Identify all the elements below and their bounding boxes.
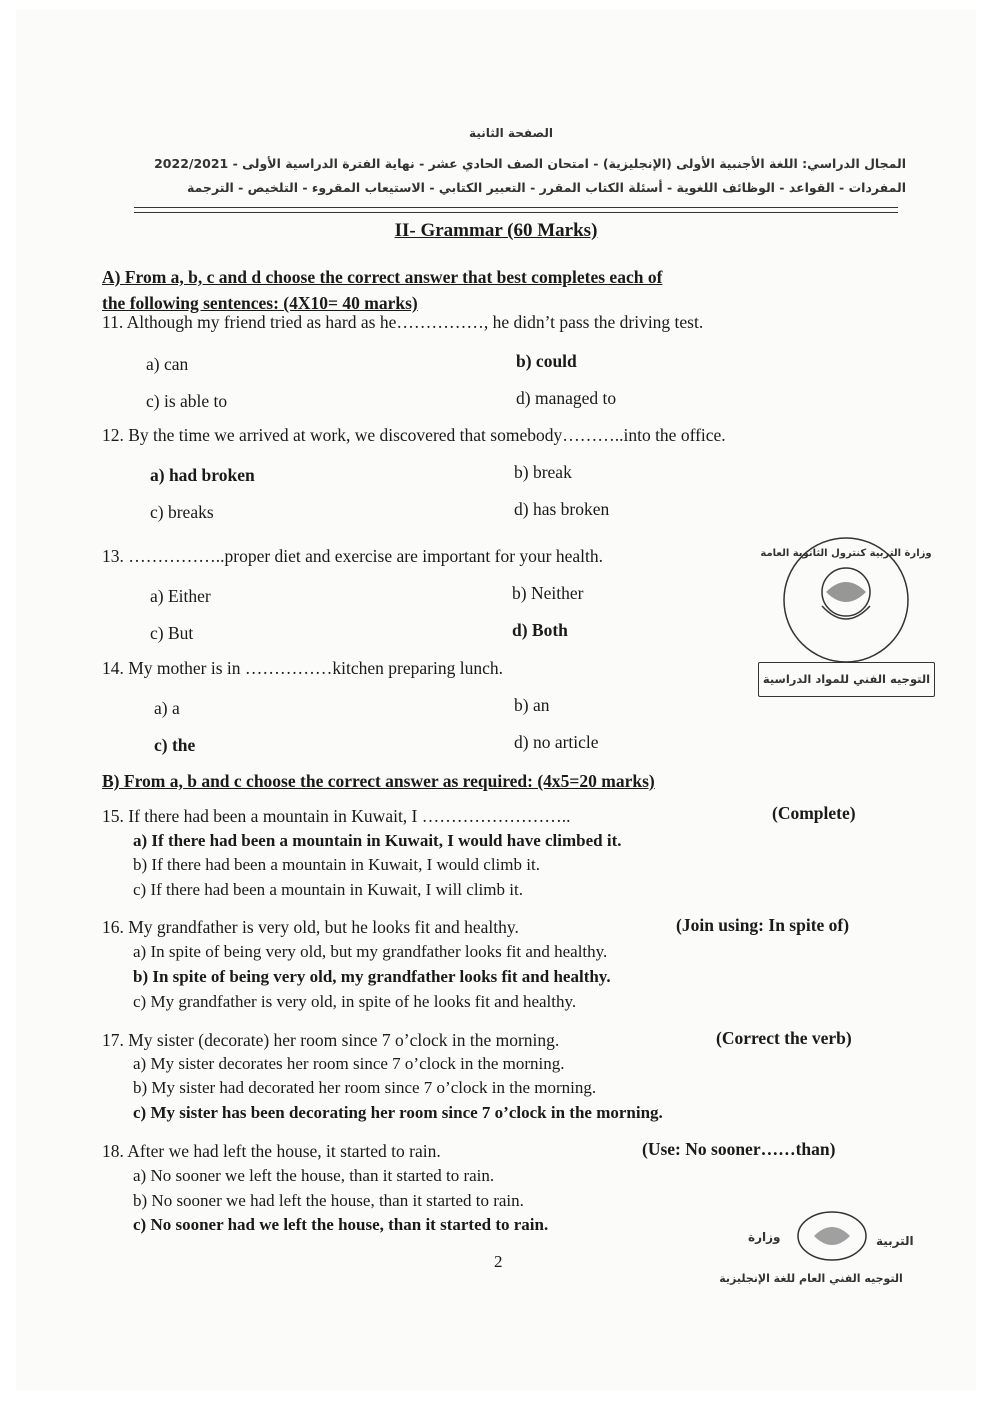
q11-option-d: d) managed to: [516, 388, 617, 408]
part-b-instruction: B) From a, b and c choose the correct answer as required: (4x5=20 marks): [102, 771, 655, 791]
q13-option-c: c) But: [150, 623, 194, 643]
q11-option-a: a) can: [146, 354, 189, 374]
question-17: 17. My sister (decorate) her room since 7 o’clock in the morning.: [102, 1030, 560, 1050]
q16-task: (Join using: In spite of): [676, 915, 850, 935]
question-14: 14. My mother is in ……………kitchen preparing lunch.: [102, 658, 503, 678]
question-12: 12. By the time we arrived at work, we discovered that somebody………..into the office.: [102, 425, 726, 445]
q15-option-b: b) If there had been a mountain in Kuwait, I would climb it.: [133, 855, 540, 874]
q11-option-c: c) is able to: [146, 391, 228, 411]
question-18: 18. After we had left the house, it started to rain.: [102, 1141, 441, 1161]
q17-option-b: b) My sister had decorated her room since 7 o’clock in the morning.: [133, 1078, 597, 1097]
q15-task: (Complete): [772, 803, 856, 823]
q14-option-d: d) no article: [514, 732, 599, 752]
q12-option-a: a) had broken: [150, 465, 255, 485]
q11-option-b: b) could: [516, 351, 577, 371]
q12-option-d: d) has broken: [514, 499, 610, 519]
q13-option-a: a) Either: [150, 586, 211, 606]
question-13: 13. ……………..proper diet and exercise are important for your health.: [102, 546, 604, 566]
q12-option-c: c) breaks: [150, 502, 214, 522]
q15-option-a: a) If there had been a mountain in Kuwait, I would have climbed it.: [133, 831, 622, 850]
q16-option-a: a) In spite of being very old, but my grandfather looks fit and healthy.: [133, 942, 608, 961]
footer-caption: التوجيه الفني العام للغة الإنجليزية: [719, 1272, 903, 1285]
q17-task: (Correct the verb): [716, 1028, 852, 1048]
header-divider: [134, 207, 898, 208]
question-16: 16. My grandfather is very old, but he looks fit and healthy.: [102, 917, 519, 937]
header-line-2: المفردات - القواعد - الوظائف اللغوية - أسئلة الكتاب المقرر - التعبير الكتابي - الاستيعاب المقروء - التلخيص - الترجمة: [186, 180, 906, 195]
seal-caption: التوجيه الفني للمواد الدراسية: [758, 662, 935, 697]
seal-ring-text: وزارة التربية كنترول الثانوية العامة: [760, 548, 932, 559]
q14-option-c: c) the: [154, 735, 196, 755]
footer-seal-emblem: [792, 1206, 872, 1266]
header-line-1: المجال الدراسي: اللغة الأجنبية الأولى (الإنجليزية) - امتحان الصف الحادي عشر - نهاية الفترة الدراسية الأولى - 2022/2021: [154, 156, 906, 171]
q13-option-d: d) Both: [512, 620, 568, 640]
q17-option-a: a) My sister decorates her room since 7 o’clock in the morning.: [133, 1054, 565, 1073]
q18-task: (Use: No sooner……than): [642, 1139, 836, 1159]
q14-option-a: a) a: [154, 698, 180, 718]
q18-option-c: c) No sooner had we left the house, than it started to rain.: [133, 1215, 549, 1234]
header-divider-2: [134, 212, 898, 213]
q17-option-c: c) My sister has been decorating her room since 7 o’clock in the morning.: [133, 1103, 663, 1122]
page-label: الصفحة الثانية: [469, 126, 553, 140]
ministry-seal: [760, 530, 932, 670]
page-number: 2: [494, 1252, 503, 1271]
q15-option-c: c) If there had been a mountain in Kuwait, I will climb it.: [133, 880, 523, 899]
section-title: II- Grammar (60 Marks): [394, 220, 598, 241]
q18-option-a: a) No sooner we left the house, than it started to rain.: [133, 1166, 495, 1185]
q18-option-b: b) No sooner we had left the house, than it started to rain.: [133, 1191, 524, 1210]
exam-page: [16, 10, 976, 1390]
question-11: 11. Although my friend tried as hard as he……………, he didn’t pass the driving test.: [102, 312, 704, 332]
footer-word-ministry: وزارة: [748, 1230, 781, 1244]
q14-option-b: b) an: [514, 695, 550, 715]
footer-word-education: التربية: [876, 1234, 914, 1248]
q16-option-c: c) My grandfather is very old, in spite of he looks fit and healthy.: [133, 992, 577, 1011]
q12-option-b: b) break: [514, 462, 572, 482]
q13-option-b: b) Neither: [512, 583, 584, 603]
question-15: 15. If there had been a mountain in Kuwait, I ……………………..: [102, 806, 571, 826]
part-a-instruction: A) From a, b, c and d choose the correct answer that best completes each of the following sentences: (4X10= 40 marks): [102, 267, 663, 313]
q16-option-b: b) In spite of being very old, my grandfather looks fit and healthy.: [133, 967, 611, 986]
